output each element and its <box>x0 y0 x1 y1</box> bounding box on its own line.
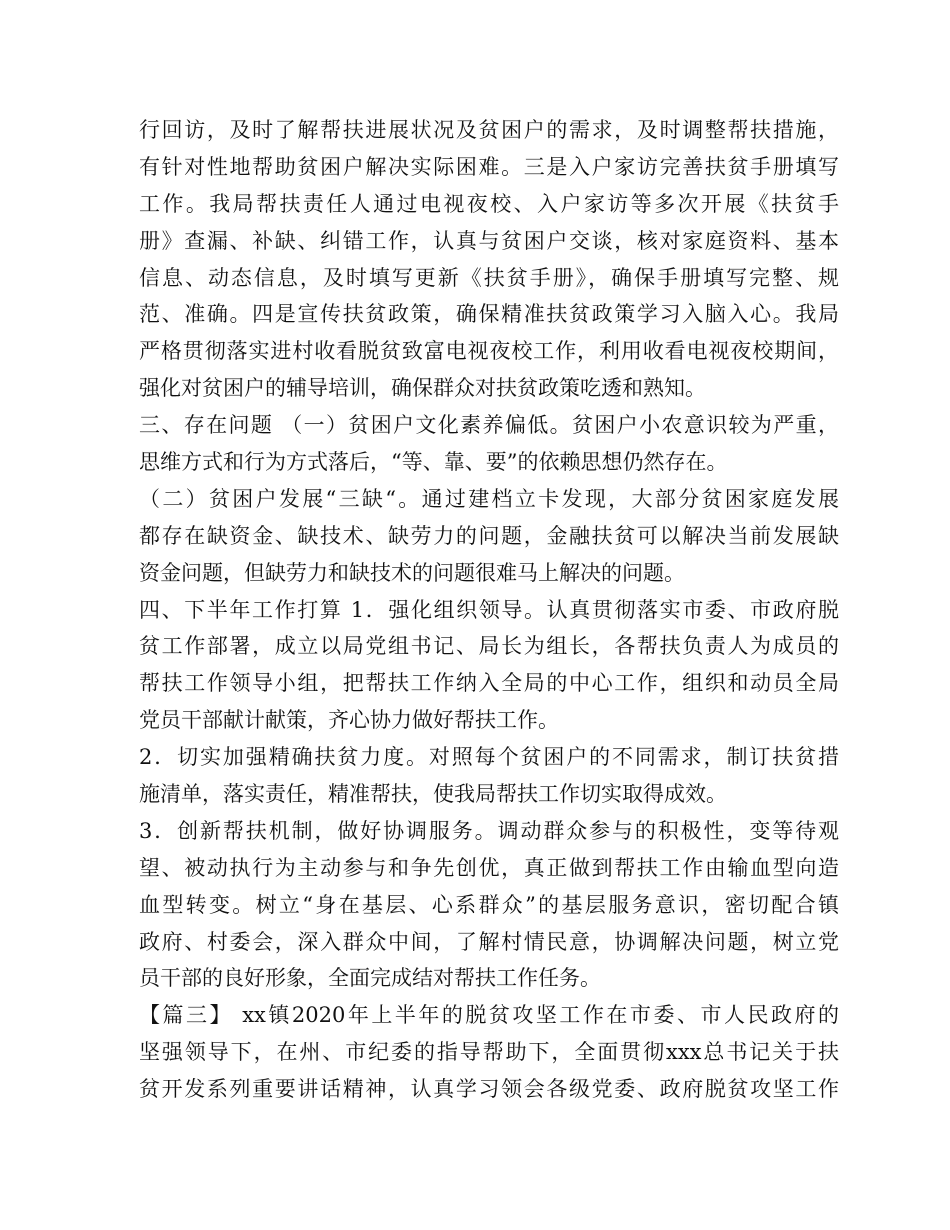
text-line: 范、准确。四是宣传扶贫政策，确保精准扶贫政策学习入脑入心。我局 <box>139 302 839 327</box>
text-line: 【篇三】 xx镇2020年上半年的脱贫攻坚工作在市委、市人民政府的 <box>139 1003 839 1028</box>
text-line: 信息、动态信息，及时填写更新《扶贫手册》，确保手册填写完整、规 <box>139 265 839 290</box>
text-line: 帮扶工作领导小组，把帮扶工作纳入全局的中心工作，组织和动员全局 <box>139 671 839 696</box>
text-line: 四、下半年工作打算 1．强化组织领导。认真贯彻落实市委、市政府脱 <box>139 597 839 622</box>
text-line: 册》查漏、补缺、纠错工作，认真与贫困户交谈，核对家庭资料、基本 <box>139 228 839 253</box>
text-line: （二）贫困户发展“三缺“。通过建档立卡发现，大部分贫困家庭发展 <box>139 486 839 511</box>
text-line: 望、被动执行为主动参与和争先创优，真正做到帮扶工作由输血型向造 <box>139 855 839 880</box>
text-line: 3．创新帮扶机制，做好协调服务。调动群众参与的积极性，变等待观 <box>139 818 839 843</box>
text-line: 坚强领导下，在州、市纪委的指导帮助下，全面贯彻xxx总书记关于扶 <box>139 1040 839 1065</box>
text-line: 思维方式和行为方式落后，“等、靠、要”的依赖思想仍然存在。 <box>139 450 728 475</box>
text-line: 都存在缺资金、缺技术、缺劳力的问题，金融扶贫可以解决当前发展缺 <box>139 523 839 548</box>
text-line: 工作。我局帮扶责任人通过电视夜校、入户家访等多次开展《扶贫手 <box>139 191 839 216</box>
text-line: 行回访，及时了解帮扶进展状况及贫困户的需求，及时调整帮扶措施， <box>139 118 839 142</box>
text-line: 强化对贫困户的辅导培训，确保群众对扶贫政策吃透和熟知。 <box>139 376 706 401</box>
text-line: 贫工作部署，成立以局党组书记、局长为组长，各帮扶负责人为成员的 <box>139 634 839 659</box>
text-line: 三、存在问题 （一）贫困户文化素养偏低。贫困户小农意识较为严重， <box>139 413 839 438</box>
text-line: 施清单，落实责任，精准帮扶，使我局帮扶工作切实取得成效。 <box>139 782 727 807</box>
text-line: 严格贯彻落实进村收看脱贫致富电视夜校工作，利用收看电视夜校期间， <box>139 339 839 364</box>
text-line: 2．切实加强精确扶贫力度。对照每个贫困户的不同需求，制订扶贫措 <box>139 745 839 770</box>
text-line: 血型转变。树立“身在基层、心系群众”的基层服务意识，密切配合镇 <box>139 892 839 917</box>
text-line: 资金问题，但缺劳力和缺技术的问题很难马上解决的问题。 <box>139 560 685 585</box>
document-body <box>139 112 839 1108</box>
text-line: 员干部的良好形象，全面完成结对帮扶工作任务。 <box>139 966 601 991</box>
text-line: 有针对性地帮助贫困户解决实际困难。三是入户家访完善扶贫手册填写 <box>139 154 839 179</box>
text-line: 政府、村委会，深入群众中间，了解村情民意，协调解决问题，树立党 <box>139 929 839 954</box>
text-line: 贫开发系列重要讲话精神，认真学习领会各级党委、政府脱贫攻坚工作 <box>139 1077 839 1102</box>
text-line: 党员干部献计献策，齐心协力做好帮扶工作。 <box>139 708 559 733</box>
